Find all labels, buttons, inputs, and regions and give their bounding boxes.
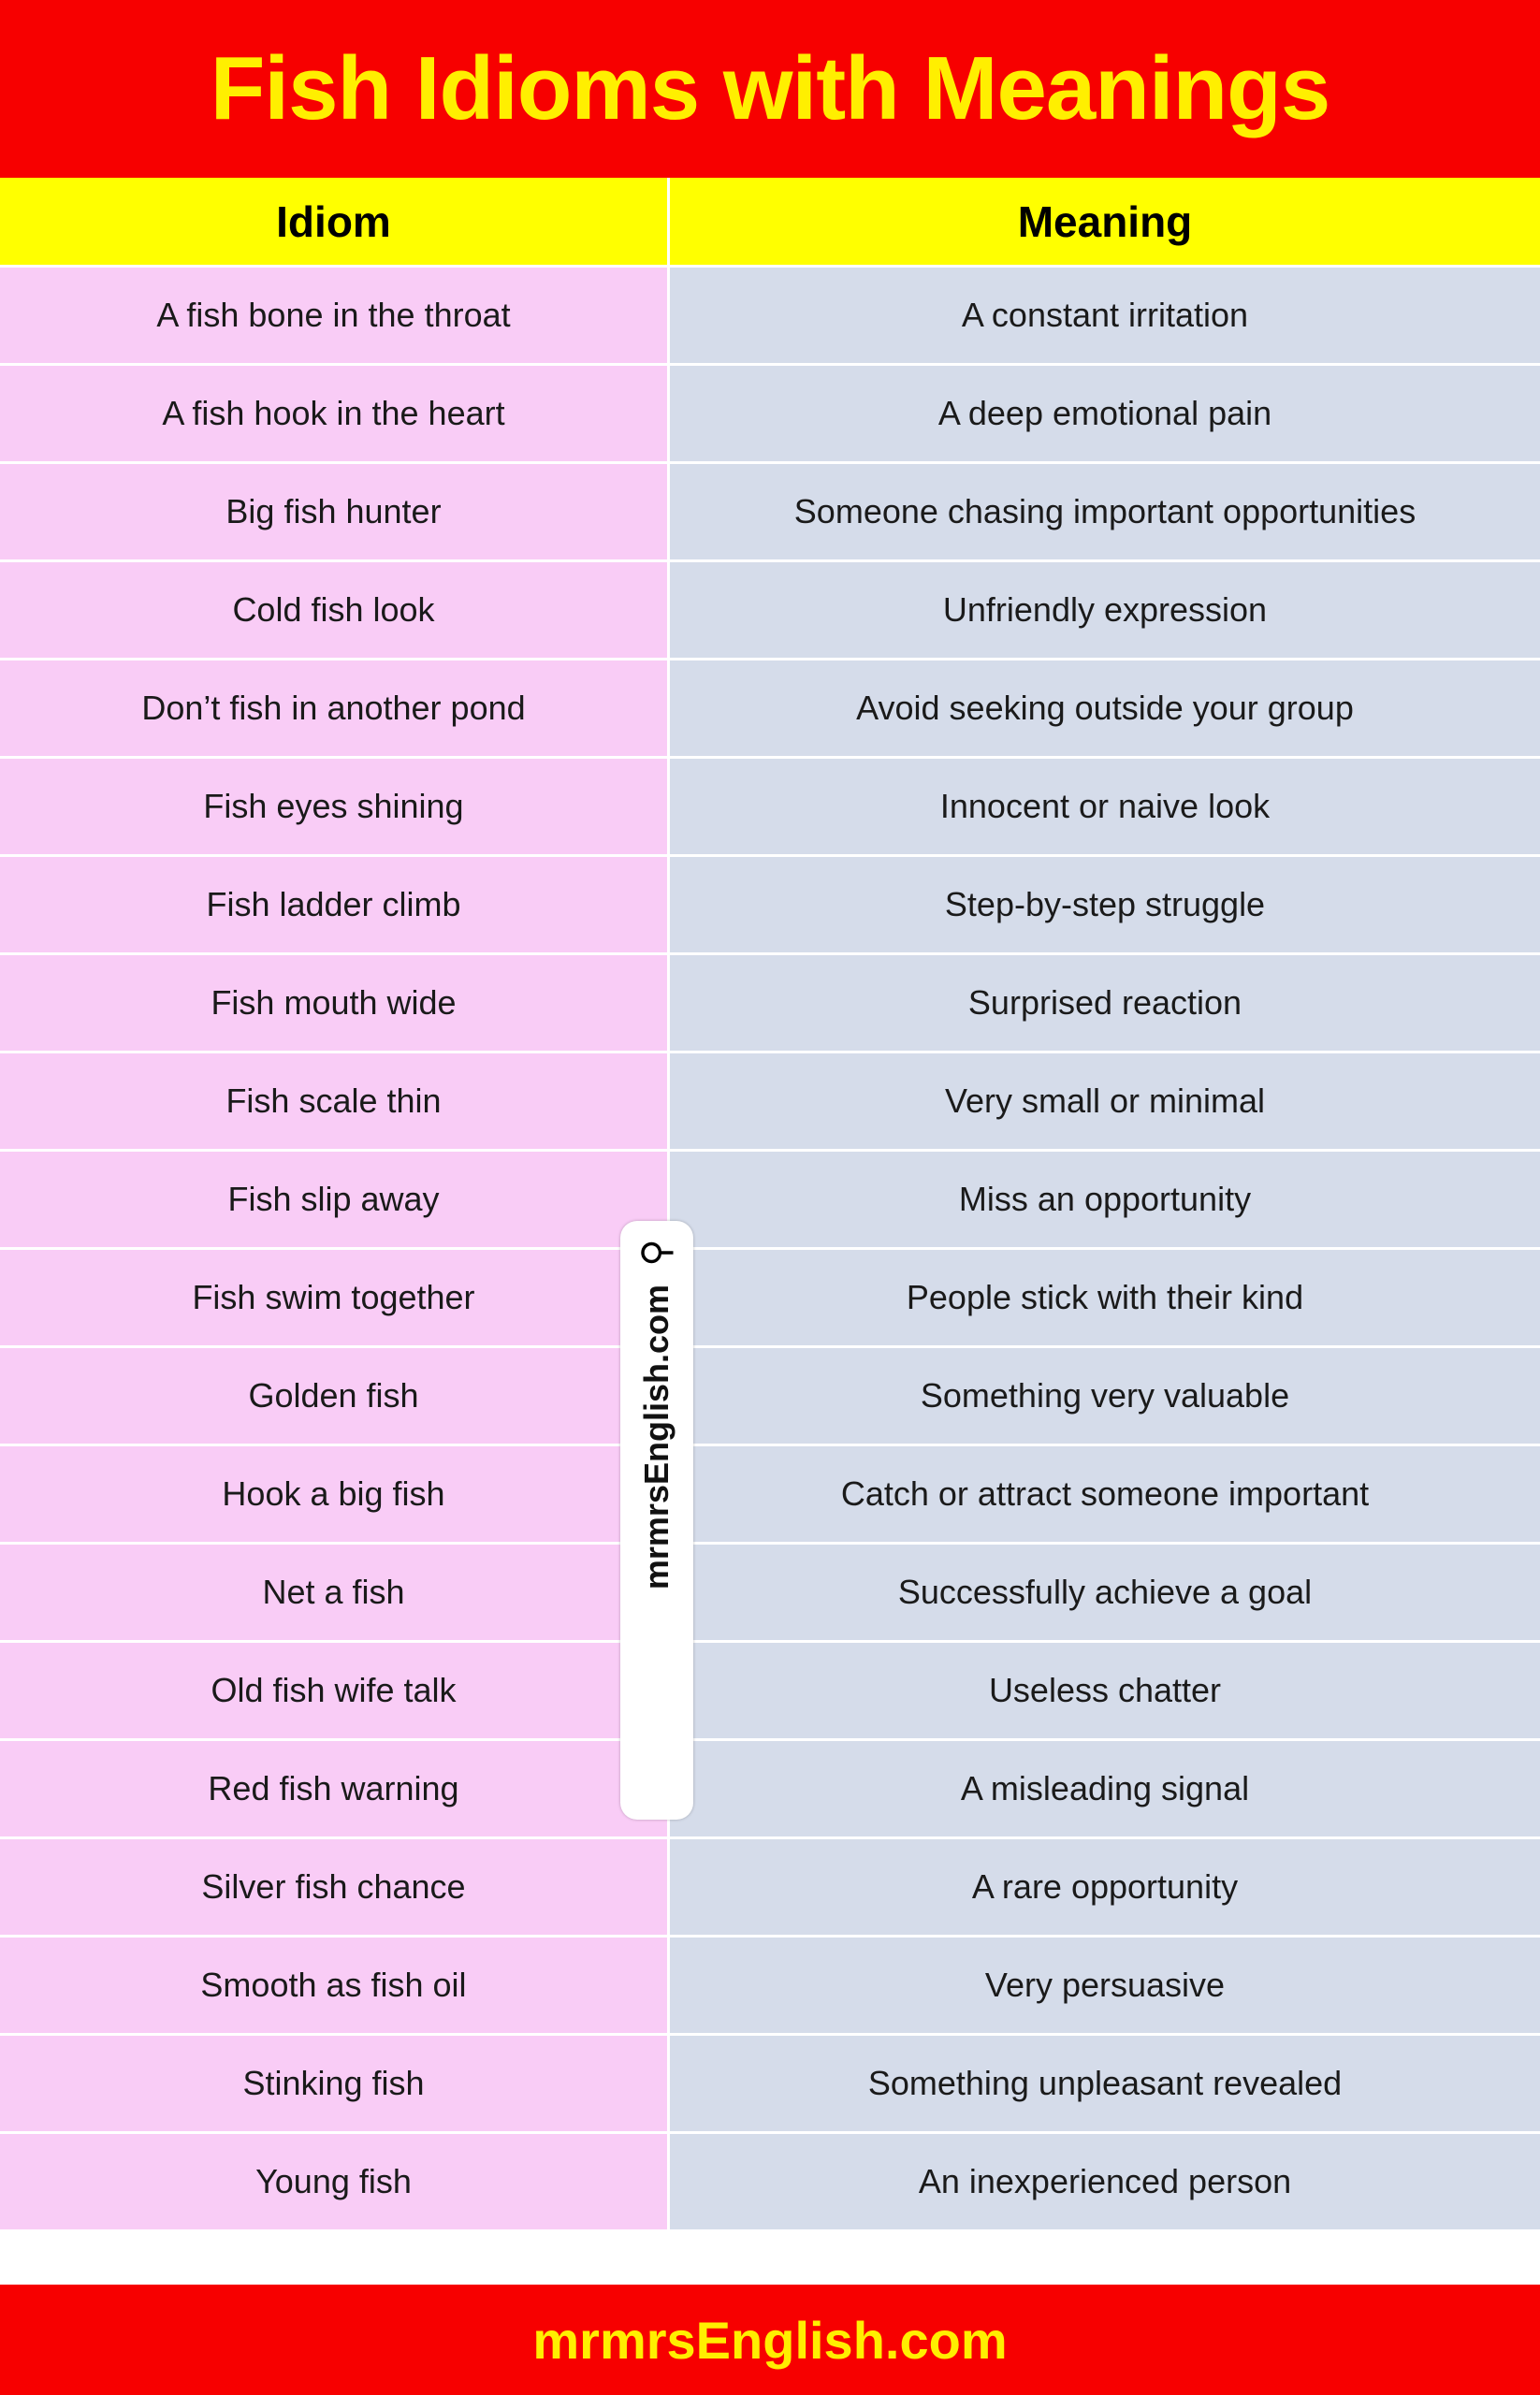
cell-idiom: Fish scale thin [0, 1053, 670, 1152]
cell-meaning: Something very valuable [670, 1348, 1540, 1446]
cell-meaning: Step-by-step struggle [670, 857, 1540, 955]
cell-meaning: A misleading signal [670, 1741, 1540, 1839]
page-title: Fish Idioms with Meanings [210, 38, 1330, 138]
cell-meaning: Very small or minimal [670, 1053, 1540, 1152]
cell-idiom: Fish swim together [0, 1250, 670, 1348]
table-row [0, 1348, 1540, 1446]
cell-meaning: A rare opportunity [670, 1839, 1540, 1938]
cell-idiom: Young fish [0, 2134, 670, 2232]
cell-meaning: A constant irritation [670, 268, 1540, 366]
table-header-row [0, 178, 1540, 268]
table-row [0, 1250, 1540, 1348]
cell-meaning: Catch or attract someone important [670, 1446, 1540, 1545]
cell-meaning: Miss an opportunity [670, 1152, 1540, 1250]
cell-idiom: Smooth as fish oil [0, 1938, 670, 2036]
cell-meaning: Very persuasive [670, 1938, 1540, 2036]
cell-meaning: Unfriendly expression [670, 562, 1540, 660]
cell-idiom: Fish mouth wide [0, 955, 670, 1053]
table-row [0, 268, 1540, 366]
table-row [0, 1446, 1540, 1545]
column-header-meaning: Meaning [670, 178, 1540, 268]
cell-meaning: A deep emotional pain [670, 366, 1540, 464]
page-title-bar [0, 0, 1540, 178]
cell-meaning: Something unpleasant revealed [670, 2036, 1540, 2134]
table-row [0, 2036, 1540, 2134]
table-row [0, 1643, 1540, 1741]
watermark [620, 1221, 693, 1820]
cell-idiom: Fish slip away [0, 1152, 670, 1250]
cell-idiom: Fish eyes shining [0, 759, 670, 857]
cell-idiom: Fish ladder climb [0, 857, 670, 955]
cell-meaning: People stick with their kind [670, 1250, 1540, 1348]
column-header-idiom: Idiom [0, 178, 670, 268]
table-row [0, 955, 1540, 1053]
footer-site-name: mrmrsEnglish.com [532, 2310, 1008, 2370]
cell-idiom: Big fish hunter [0, 464, 670, 562]
cell-idiom: Red fish warning [0, 1741, 670, 1839]
table-row [0, 759, 1540, 857]
cell-idiom: Stinking fish [0, 2036, 670, 2134]
cell-meaning: Avoid seeking outside your group [670, 660, 1540, 759]
cell-idiom: Hook a big fish [0, 1446, 670, 1545]
table-row [0, 464, 1540, 562]
cell-idiom: Old fish wife talk [0, 1643, 670, 1741]
footer-bar [0, 2285, 1540, 2395]
watermark-label: mrmrsEnglish.com [637, 1285, 676, 1590]
table-row [0, 857, 1540, 955]
cell-meaning: Innocent or naive look [670, 759, 1540, 857]
table-row [0, 1545, 1540, 1643]
table-body [0, 268, 1540, 2232]
table-row [0, 1938, 1540, 2036]
table-row [0, 2134, 1540, 2232]
cell-meaning: Useless chatter [670, 1643, 1540, 1741]
table-row [0, 1053, 1540, 1152]
cell-idiom: A fish hook in the heart [0, 366, 670, 464]
cell-idiom: Silver fish chance [0, 1839, 670, 1938]
cell-idiom: Golden fish [0, 1348, 670, 1446]
cell-idiom: Don’t fish in another pond [0, 660, 670, 759]
idioms-table [0, 178, 1540, 2285]
table-row [0, 1839, 1540, 1938]
cell-idiom: A fish bone in the throat [0, 268, 670, 366]
table-row [0, 660, 1540, 759]
table-row [0, 562, 1540, 660]
table-row [0, 1152, 1540, 1250]
cell-idiom: Net a fish [0, 1545, 670, 1643]
cell-meaning: Successfully achieve a goal [670, 1545, 1540, 1643]
table-row [0, 1741, 1540, 1839]
cell-idiom: Cold fish look [0, 562, 670, 660]
search-icon: ⚲ [635, 1239, 677, 1267]
cell-meaning: Surprised reaction [670, 955, 1540, 1053]
table-row [0, 366, 1540, 464]
cell-meaning: An inexperienced person [670, 2134, 1540, 2232]
cell-meaning: Someone chasing important opportunities [670, 464, 1540, 562]
